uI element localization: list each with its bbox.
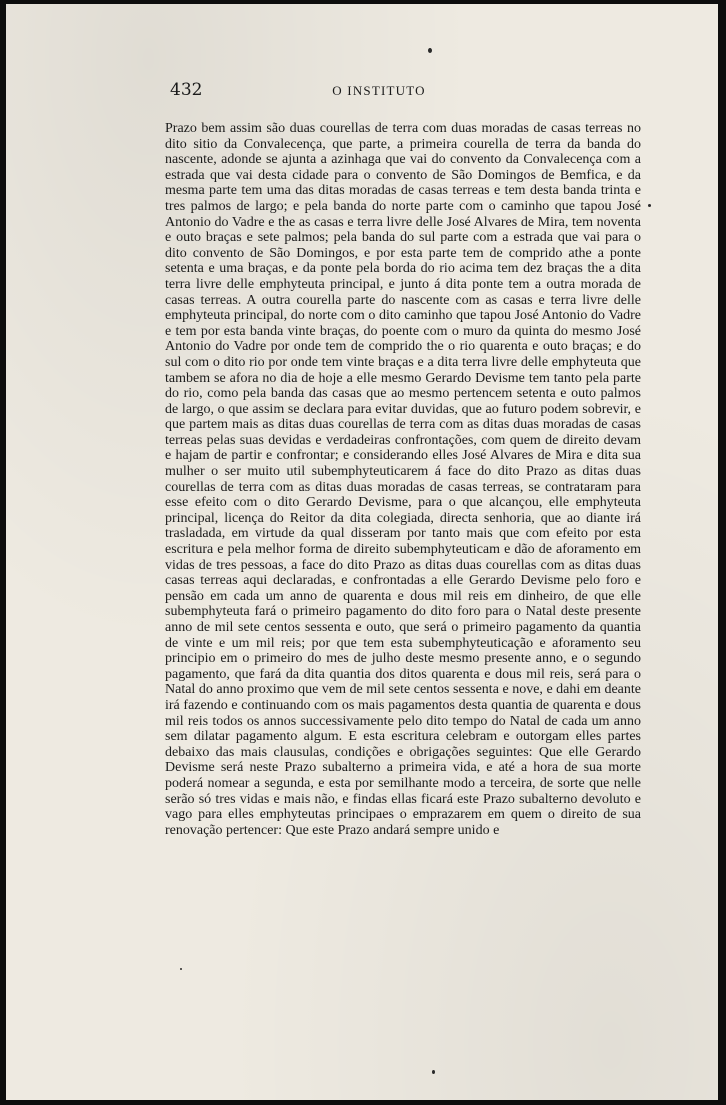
dust-speck	[432, 1070, 435, 1074]
body-paragraph: Prazo bem assim são duas courellas de terra com duas moradas de casas terreas no dito sitio da Convalecença, que parte, a primeira courella de terra da banda do nascente, adonde se ajunta a azinhaga que vai do convento da Convalecença com a estrada que vai desta cidade para o convento de São Domingos de Bemfica, e da mesma parte tem uma das ditas moradas de casas terreas e tem desta banda trinta e tres palmos de largo; e pela banda do norte parte com o caminho que tapou José Antonio do Vadre e the as casas e terra livre delle José Alvares de Mira, tem noventa e outo braças e sete palmos; pela banda do sul parte com a estrada que vai para o dito convento de São Domingos, e por esta parte tem de comprido athe a ponte setenta e uma braças, e da ponte pela borda do rio acima tem dez braças the a dita terra livre delle emphyteuta principal, e junto á dita ponte tem a outra morada de casas terreas. A outra courella parte do nascente com as casas e terra livre delle emphyteuta principal, do norte com o dito caminho que tapou José Antonio do Vadre e tem por esta banda vinte braças, do poente com o muro da quinta do mesmo José Antonio do Vadre por onde tem de comprido the o rio quarenta e outo braças; e do sul com o dito rio por onde tem vinte braças e a dita terra livre delle emphyteuta que tambem se afora no dia de hoje a elle mesmo Gerardo Devisme tem tanto pela parte do rio, como pela banda das casas que ao mesmo pertencem setenta e outo palmos de largo, o que assim se declara para evitar duvidas, que ao futuro podem sobrevir, e que partem mais as ditas duas courellas de terra com as ditas duas moradas de casas terreas pelas suas devidas e verdadeiras confrontações, com quem de direito devam e hajam de partir e confrontar; e considerando elles José Alvares de Mira e dita sua mulher o ser muito util subemphyteuticarem á face do dito Prazo as ditas duas courellas de terra com as ditas duas moradas de casas terreas, se contrataram para esse efeito com o dito Gerardo Devisme, para o que alcançou, elle emphyteuta principal, licença do Reitor da dita colegiada, directa senhoria, que ao diante irá trasladada, em virtude da qual disseram por tanto mais que com efeito por esta escritura e pela melhor forma de direito subemphyteuticam e dão de aforamento em vidas de tres pessoas, a face do dito Prazo as ditas duas courellas com as ditas duas casas terreas aqui declaradas, e confrontadas a elle Gerardo Devisme pelo foro e pensão em cada um anno de quarenta e dous mil reis em dinheiro, de que elle subemphyteuta fará o primeiro pagamento do dito foro para o Natal deste presente anno de mil sete centos sessenta e outo, que será o primeiro pagamento da quantia de vinte e um mil reis; por que tem esta subemphyteuticação e aforamento seu principio em o primeiro do mes de julho deste mesmo presente anno, e o segundo pagamento, que fará da dita quantia dos ditos quarenta e dous mil reis, será para o Natal do anno proximo que vem de mil sete centos sessenta e nove, e dahi em deante irá fazendo e continuando com os mais pagamentos desta quantia de quarenta e dous mil reis todos os annos successivamente pelo dito tempo do Natal de cada um anno sem dilatar pagamento algum. E esta escritura celebram e outorgam elles partes debaixo das mais clausulas, condições e obrigações seguintes: Que elle Gerardo Devisme será neste Prazo subalterno a primeira vida, e até a hora de sua morte poderá nomear a segunda, e esta por semilhante modo a terceira, de sorte que nelle serão só tres vidas e mais não, e findas ellas ficará este Prazo subalterno devoluto e vago para elles emphyteutas principaes o emprazarem em quem o direito de sua renovação pertencer: Que este Prazo andará sempre unido e	[165, 121, 641, 838]
dust-speck	[180, 968, 182, 970]
running-title: O INSTITUTO	[332, 83, 426, 98]
dust-speck	[648, 204, 651, 207]
dust-speck	[428, 48, 432, 53]
page-number: 432	[170, 80, 203, 100]
